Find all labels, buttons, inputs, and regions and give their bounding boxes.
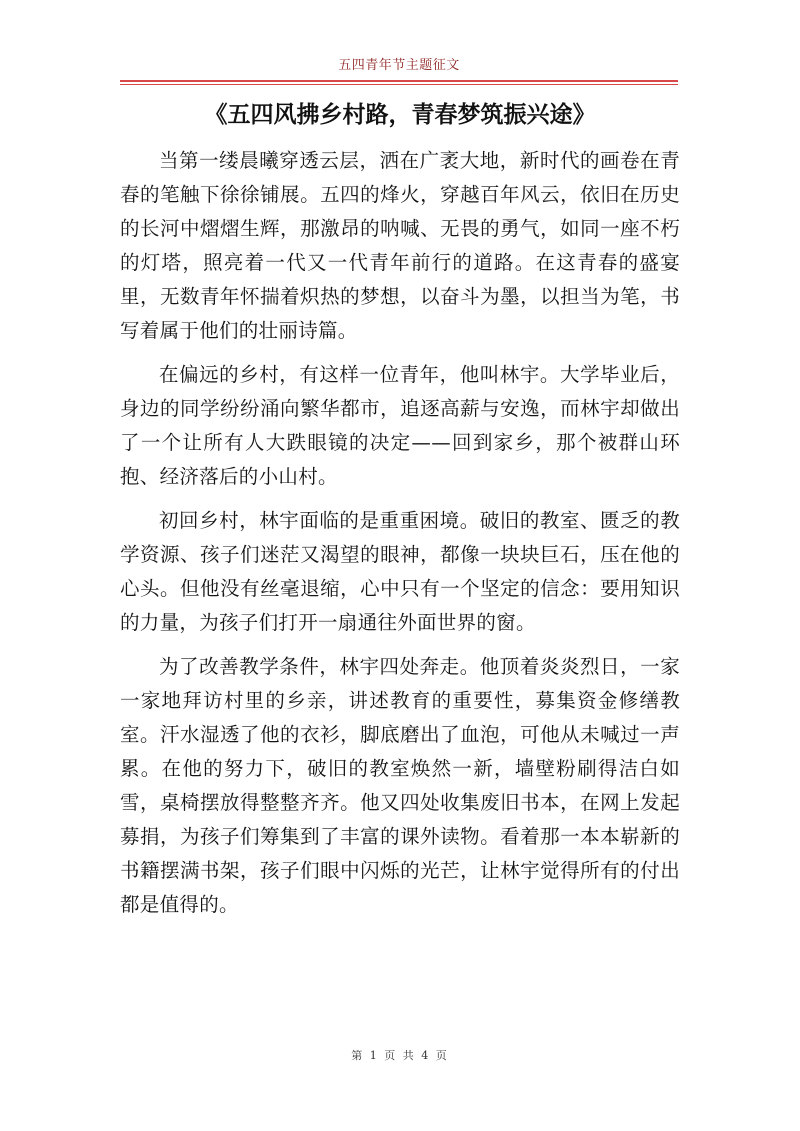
header-rule-thick	[120, 80, 678, 82]
document-body	[120, 144, 680, 922]
paragraph-3: 初回乡村，林宇面临的是重重困境。破旧的教室、匮乏的教学资源、孩子们迷茫又渴望的眼神，都像一块块巨石，压在他的心头。但他没有丝毫退缩，心中只有一个坚定的信念：要用知识的力量，为孩子们打开一扇通往外面世界的窗。	[120, 509, 680, 634]
page-header	[120, 58, 678, 85]
page-number-footer: 第 1 页 共 4 页	[351, 1049, 449, 1062]
header-title: 五四青年节主题征文	[338, 58, 460, 73]
paragraph-1: 当第一缕晨曦穿透云层，洒在广袤大地，新时代的画卷在青春的笔触下徐徐铺展。五四的烽火，穿越百年风云，依旧在历史的长河中熠熠生辉，那激昂的呐喊、无畏的勇气，如同一座不朽的灯塔，照亮着一代又一代青年前行的道路。在这青春的盛宴里，无数青年怀揣着炽热的梦想，以奋斗为墨，以担当为笔，书写着属于他们的壮丽诗篇。	[120, 149, 680, 342]
paragraph-4: 为了改善教学条件，林宇四处奔走。他顶着炎炎烈日，一家一家地拜访村里的乡亲，讲述教育的重要性，募集资金修缮教室。汗水湿透了他的衣衫，脚底磨出了血泡，可他从未喊过一声累。在他的努力下，破旧的教室焕然一新，墙壁粉刷得洁白如雪，桌椅摆放得整整齐齐。他又四处收集废旧书本，在网上发起募捐，为孩子们筹集到了丰富的课外读物。看着那一本本崭新的书籍摆满书架，孩子们眼中闪烁的光芒，让林宇觉得所有的付出都是值得的。	[120, 655, 680, 916]
document-title: 《五四风拂乡村路，青春梦筑振兴途》	[204, 102, 596, 128]
header-rule-thin	[120, 84, 678, 85]
paragraph-2: 在偏远的乡村，有这样一位青年，他叫林宇。大学毕业后，身边的同学纷纷涌向繁华都市，追逐高薪与安逸，而林宇却做出了一个让所有人大跌眼镜的决定——回到家乡，那个被群山环抱、经济落后的小山村。	[120, 363, 680, 488]
